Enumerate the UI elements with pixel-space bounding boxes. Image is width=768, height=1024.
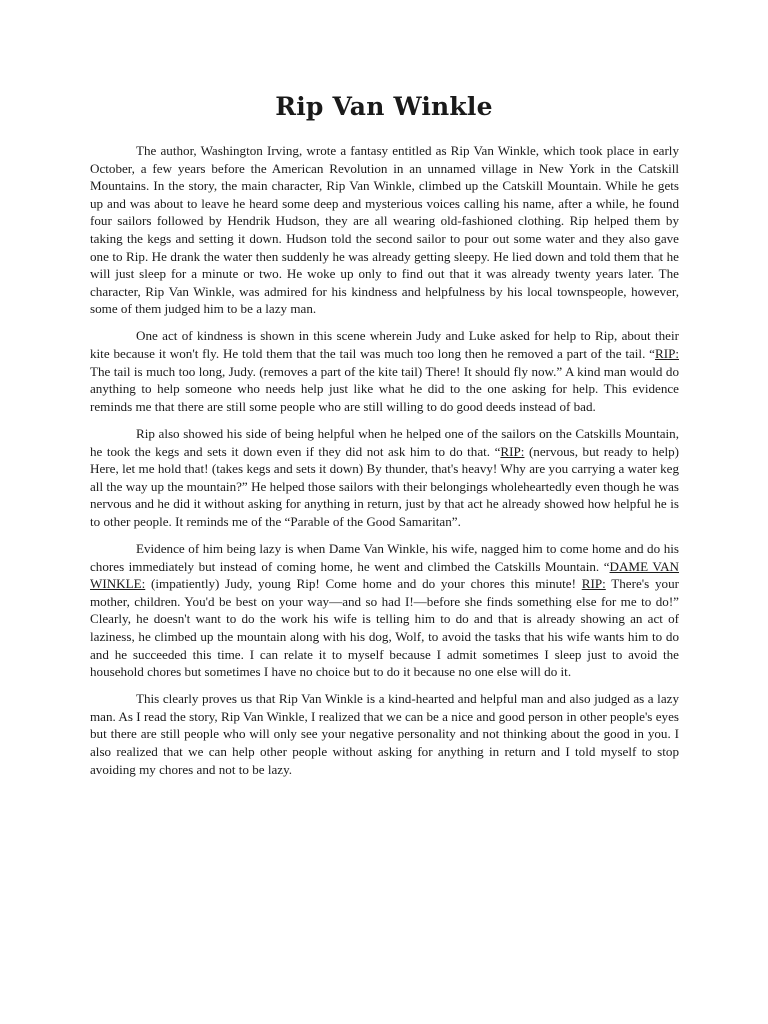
paragraph-text: (nervous, but ready to help) Here, let me hold that! (takes kegs and sets it down) By thunder, that's heavy! Why are you carrying a water keg all the way up the mountain?” He helped those sailors with their belongings wholeheartedly even though he was nervous and he did it without asking for anything in return, just by that act he already showed how helpful he is to other people. It reminds me of the “Parable of the Good Samaritan”. [90, 443, 679, 529]
paragraph-text: Rip also showed his side of being helpful when he helped one of the sailors on the Catskills Mountain, he took the kegs and sets it down even if they did not ask him to do that. “ [90, 425, 679, 459]
paragraph-text: There's your mother, children. You'd be best on your way—and so had I!—before she finds something else for me to do!” Clearly, he doesn't want to do the work his wife is telling him to do and that is already showing an act of laziness, he climbed up the mountain along with his dog, Wolf, to avoid the tasks that his wife wants him to do and he succeeded this time. I can relate it to myself because I admit sometimes I sleep just to avoid the household chores but sometimes I have no choice but to do it because no one else will do it. [90, 576, 679, 680]
paragraph-text: The tail is much too long, Judy. (removes a part of the kite tail) There! It should fly now.” A kind man would do anything to help someone who needs help just like what he did to the one asking for help. This evidence reminds me that there are still some people who are still willing to do good deeds instead of bad. [90, 363, 679, 414]
paragraph-conclusion [90, 690, 679, 778]
paragraph-intro [90, 142, 679, 318]
speaker-label: RIP: [500, 443, 525, 459]
document-body [90, 142, 679, 788]
speaker-label: RIP: [581, 576, 606, 592]
paragraph-lazy [90, 540, 679, 681]
paragraph-text: One act of kindness is shown in this scene wherein Judy and Luke asked for help to Rip, about their kite because it won't fly. He told them that the tail was much too long then he removed a part of the tail. “ [90, 328, 679, 362]
speaker-label: DAME VAN WINKLE: [90, 558, 679, 592]
paragraph-text: This clearly proves us that Rip Van Winkle is a kind-hearted and helpful man and also judged as a lazy man. As I read the story, Rip Van Winkle, I realized that we can be a nice and good person in other people's eyes but there are still people who will only see your negative personality and not thinking about the good in you. I also realized that we can help other people without asking for anything in return and I told myself to stop avoiding my chores and not to be lazy. [90, 691, 679, 777]
paragraph-text: The author, Washington Irving, wrote a fantasy entitled as Rip Van Winkle, which took place in early October, a few years before the American Revolution in an unnamed village in New York in the Catskill Mountains. In the story, the main character, Rip Van Winkle, climbed up the Catskill Mountain. While he gets up and was about to leave he heard some deep and mysterious voices calling his name, after a while, he found four sailors followed by Hendrik Hudson, they are all wearing old-fashioned clothing. Rip helped them by taking the kegs and setting it down. Hudson told the second sailor to pour out some water and they also gave one to Rip. He drank the water then suddenly he was already getting sleepy. He lied down and told them that he will just sleep for a minute or two. He woke up only to find out that it was already twenty years later. The character, Rip Van Winkle, was admired for his kindness and helpfulness by his local townspeople, however, some of them judged him to be a lazy man. [90, 143, 679, 317]
paragraph-text: Evidence of him being lazy is when Dame Van Winkle, his wife, nagged him to come home and do his chores immediately but instead of coming home, he went and climbed the Catskills Mountain. “ [90, 540, 679, 574]
document-title: Rip Van Winkle [275, 92, 493, 121]
paragraph-text: (impatiently) Judy, young Rip! Come home and do your chores this minute! [145, 576, 582, 592]
speaker-label: RIP: [654, 346, 679, 362]
paragraph-helpful [90, 425, 679, 531]
paragraph-kindness [90, 327, 679, 415]
